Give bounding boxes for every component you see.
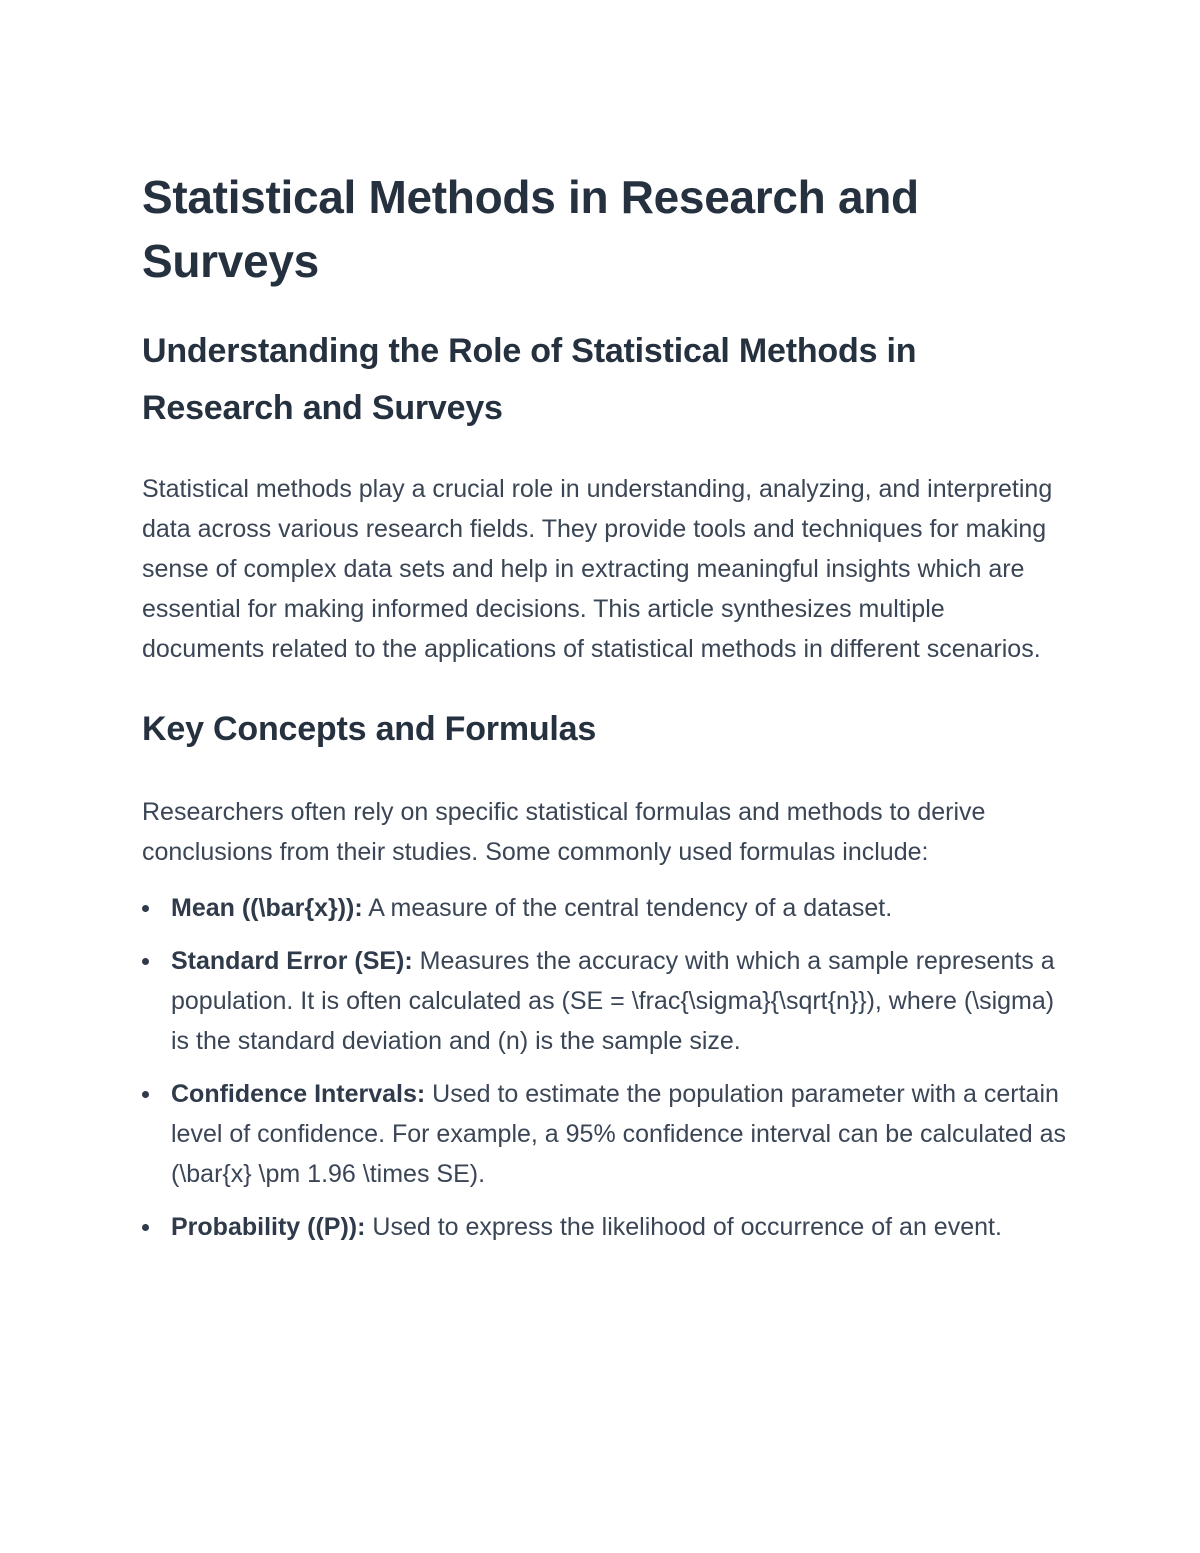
- list-item-text: Used to express the likelihood of occurrence of an event.: [365, 1213, 1002, 1241]
- list-item-term: Confidence Intervals:: [171, 1080, 426, 1108]
- document-page: [142, 165, 1067, 1260]
- bullet-icon: [142, 1091, 149, 1098]
- bullet-icon: [142, 958, 149, 965]
- bullet-icon: [142, 1224, 149, 1231]
- list-item-text: Measures the accuracy with which a sample represents a population. It is often calculated as (SE = \frac{\sigma}{\sqrt{n}}), where (\sigma) is the standard deviation and (n) is the sample size.: [171, 947, 1055, 1055]
- list-item-text: Used to estimate the population parameter with a certain level of confidence. For example, a 95% confidence interval can be calculated as (\bar{x} \pm 1.96 \times SE).: [171, 1080, 1066, 1188]
- section-heading-role: Understanding the Role of Statistical Methods in Research and Surveys: [142, 332, 917, 427]
- formulas-lead-paragraph: Researchers often rely on specific statistical formulas and methods to derive conclusions from their studies. Some commonly used formulas include:: [142, 798, 986, 866]
- intro-paragraph: Statistical methods play a crucial role in understanding, analyzing, and interpreting data across various research fields. They provide tools and techniques for making sense of complex data sets and help in extracting meaningful insights which are essential for making informed decisions. This article synthesizes multiple documents related to the applications of statistical methods in different scenarios.: [142, 475, 1053, 663]
- section-heading-key-concepts: Key Concepts and Formulas: [142, 710, 597, 748]
- formula-list: [142, 888, 1067, 1247]
- list-item-term: Probability ((P)):: [171, 1213, 366, 1241]
- document-title: Statistical Methods in Research and Surveys: [142, 171, 919, 287]
- list-item: [142, 888, 1067, 928]
- list-item: [142, 941, 1067, 1061]
- list-item-text: A measure of the central tendency of a dataset.: [362, 894, 893, 922]
- list-item-term: Mean ((\bar{x})):: [171, 894, 363, 922]
- list-item-term: Standard Error (SE):: [171, 947, 413, 975]
- list-item: [142, 1074, 1067, 1194]
- list-item: [142, 1207, 1067, 1247]
- bullet-icon: [142, 905, 149, 912]
